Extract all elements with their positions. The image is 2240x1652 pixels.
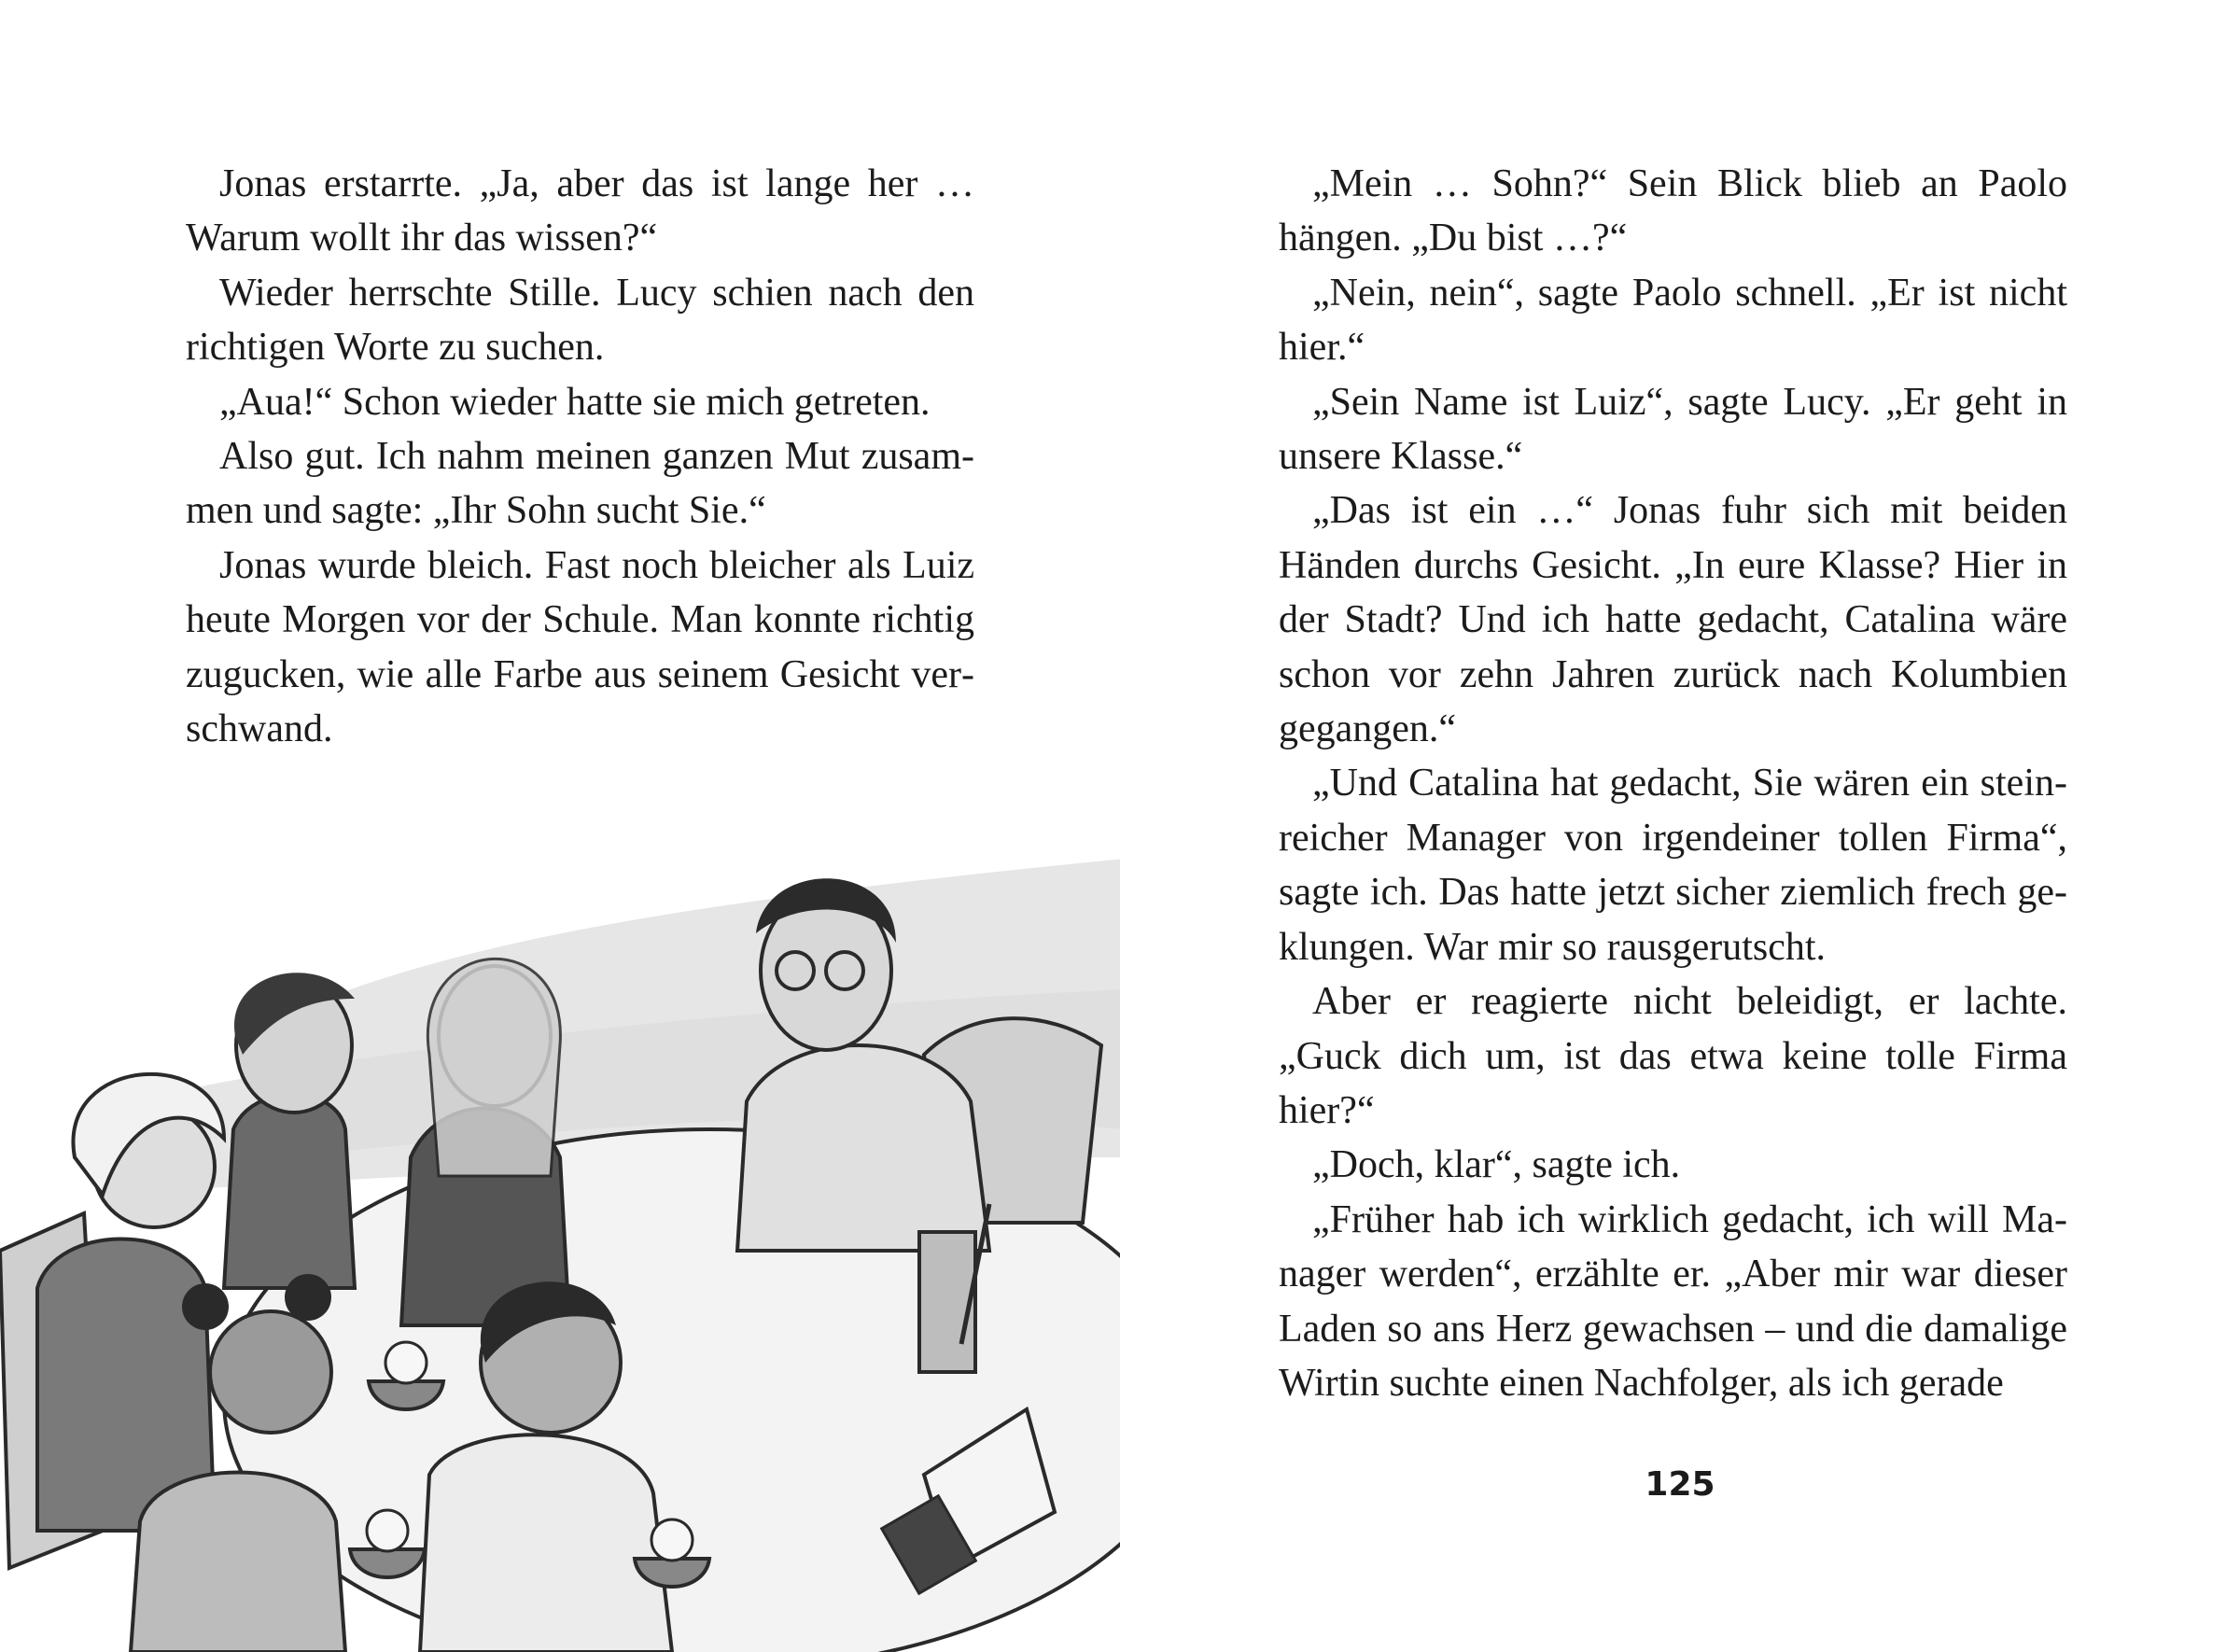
ice-cream-scoop xyxy=(385,1342,427,1383)
paragraph: Wieder herrschte Stille. Lucy schien nach den richtigen Worte zu suchen. xyxy=(186,271,974,370)
ice-cream-scoop xyxy=(367,1510,408,1551)
paragraph: „Das ist ein …“ Jonas fuhr sich mit beiden Händen durchs Gesicht. „In eure Klasse? Hier in der Stadt? Und ich hatte gedacht, Catalina wäre schon vor zehn Jahren zurück nach Kolumbien gegangen.“ xyxy=(1279,489,2067,751)
drink-glass xyxy=(919,1232,975,1372)
pigtail xyxy=(285,1274,331,1321)
ice-cream-scoop xyxy=(651,1519,693,1561)
front-boy-body xyxy=(420,1435,672,1652)
cafe-scene-illustration xyxy=(0,821,1125,1652)
paragraph: Jonas erstarrte. „Ja, aber das ist lange her … Warum wollt ihr das wissen?“ xyxy=(186,162,974,260)
paragraph: Also gut. Ich nahm meinen ganzen Mut zusammen und sagte: „Ihr Sohn sucht Sie.“ xyxy=(186,435,974,533)
paragraph: Jonas wurde bleich. Fast noch bleicher als Luiz heute Morgen vor der Schule. Man konnte richtig zugucken, wie alle Farbe aus seinem Gesicht verschwand. xyxy=(186,543,974,751)
right-page-text xyxy=(1279,157,2067,1410)
pigtail-girl-head xyxy=(210,1311,331,1433)
left-page-text xyxy=(186,157,974,756)
paragraph: „Mein … Sohn?“ Sein Blick blieb an Paolo hängen. „Du bist …?“ xyxy=(1279,162,2067,260)
paragraph: „Doch, klar“, sagte ich. xyxy=(1312,1143,1681,1187)
man-body xyxy=(737,1045,989,1251)
boy-body xyxy=(224,1095,355,1289)
lucy-hair xyxy=(427,959,560,1176)
paragraph: Aber er reagierte nicht beleidigt, er lachte. „Guck dich um, ist das etwa keine tolle Firma hier?“ xyxy=(1279,980,2067,1132)
page-number: 125 xyxy=(1645,1465,1715,1504)
paragraph: „Früher hab ich wirklich gedacht, ich will Manager werden“, erzählte er. „Aber mir war dieser Laden so ans Herz gewachsen – und die damalige Wirtin suchte einen Nachfolger, als ich gerade xyxy=(1279,1197,2067,1405)
right-page xyxy=(1120,0,2240,1652)
paragraph: „Aua!“ Schon wieder hatte sie mich getreten. xyxy=(219,380,931,424)
pigtail-girl-body xyxy=(131,1473,345,1652)
pigtail xyxy=(182,1283,229,1330)
paragraph: „Sein Name ist Luiz“, sagte Lucy. „Er geht in unsere Klasse.“ xyxy=(1279,380,2067,479)
paragraph: „Und Catalina hat gedacht, Sie wären ein steinreicher Manager von irgendeiner tollen Firma“, sagte ich. Das hatte jetzt sicher ziemlich frech geklungen. War mir so rausgerutscht. xyxy=(1279,762,2067,969)
paragraph: „Nein, nein“, sagte Paolo schnell. „Er ist nicht hier.“ xyxy=(1279,271,2067,370)
